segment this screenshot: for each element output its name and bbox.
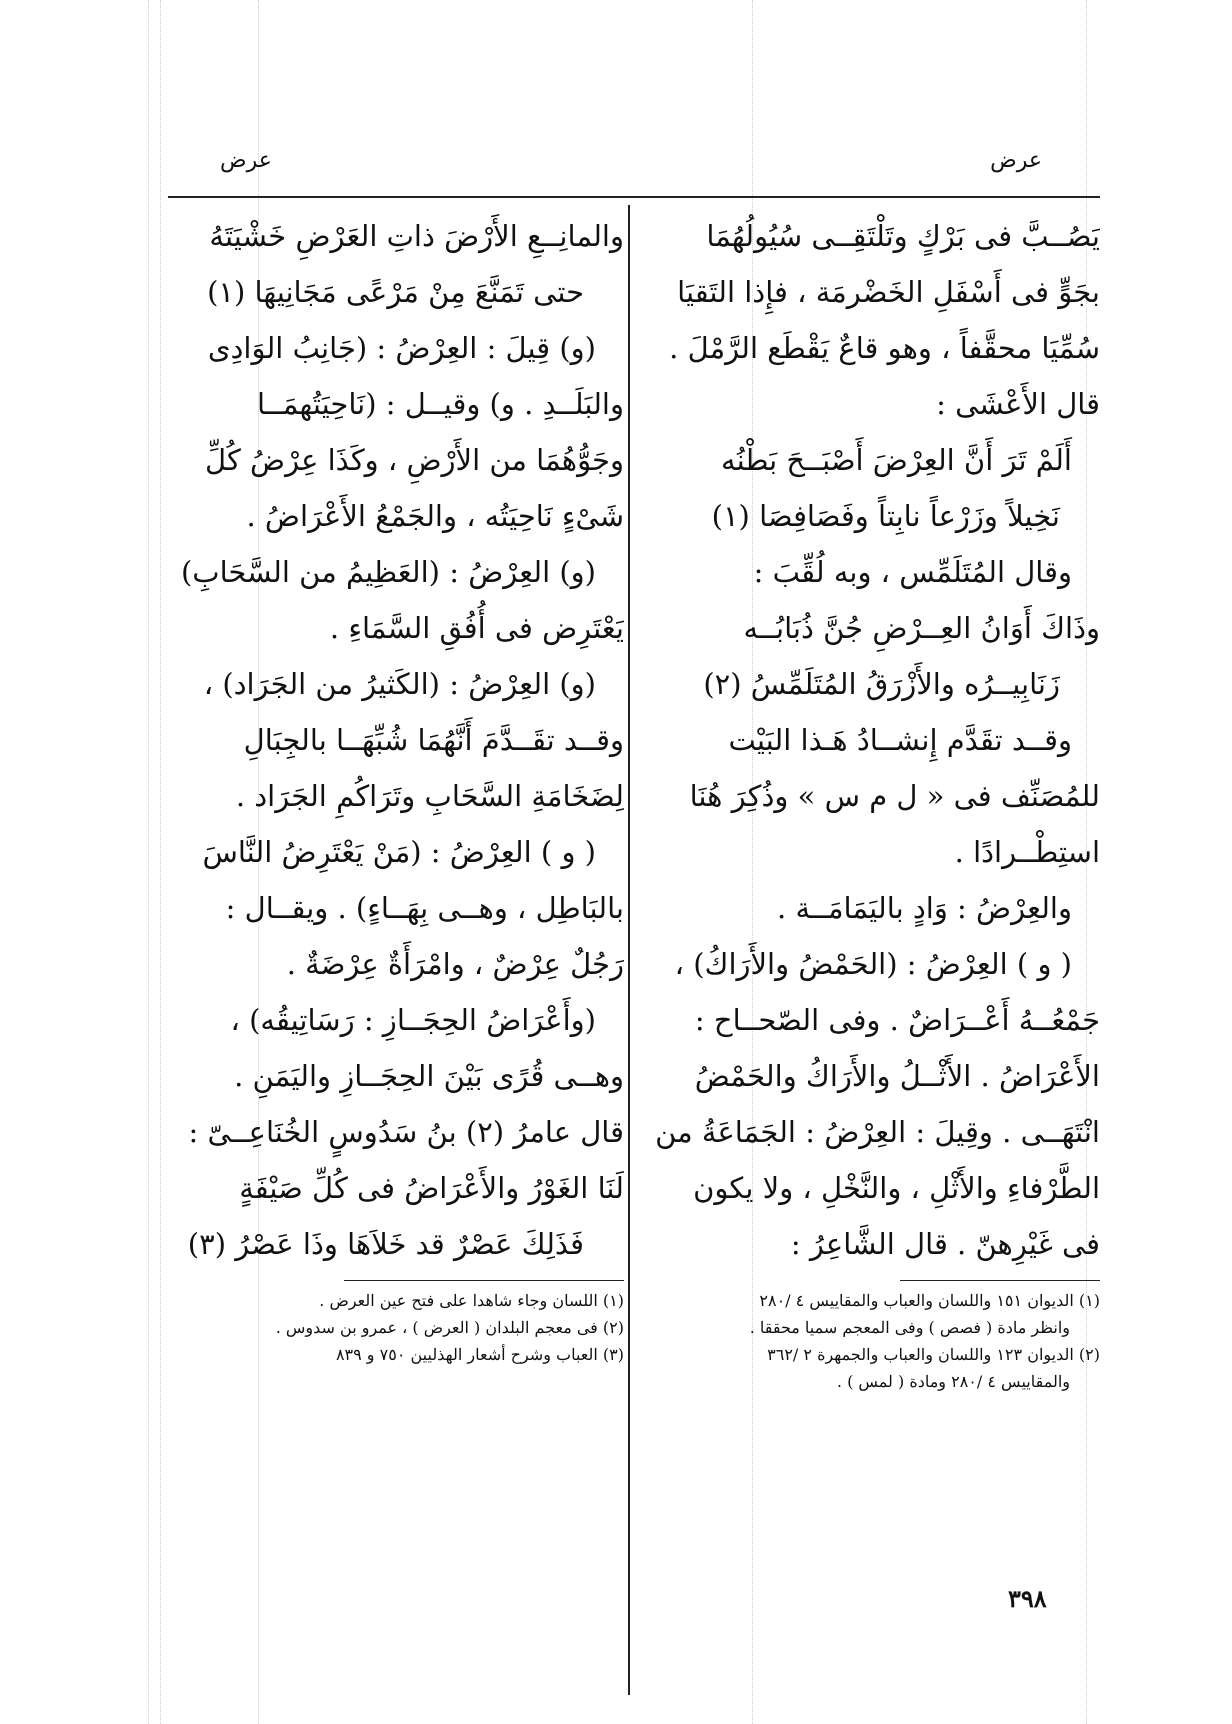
footnote: (٢) فى معجم البلدان ( العرض ) ، عمرو بن سدوس .	[275, 1318, 624, 1337]
verse-line: أَلَمْ تَرَ أَنَّ العِرْضَ أَصْبَــحَ بَطْنُه	[721, 443, 1072, 477]
running-head-left: عرض	[220, 148, 272, 173]
verse-line: زَنَابِيــرُه والأَزْرَقُ المُتَلَمِّسُ (٢)	[703, 667, 1060, 701]
text-line: جَمْعُــهُ أَعْــرَاضٌ . وفى الصّحــاح :	[694, 1003, 1100, 1037]
text-line: وقــد تقَدَّم إِنشــادُ هَـذا البَيْت	[728, 723, 1072, 757]
text-line: فى غَيْرِهنّ . قال الشَّاعِرُ :	[790, 1227, 1100, 1261]
verse-line: فَذَلِكَ عَصْرٌ قد خَلاَهَا وذَا عَصْرُ (٣)	[187, 1227, 584, 1261]
text-line: والبَلَــدِ . و) وقيــل : (نَاحِيَتُهمَــا	[256, 387, 624, 421]
footnote-rule	[344, 1280, 624, 1281]
text-line: (و) قِيلَ : العِرْضُ : (جَانِبُ الوَادِى	[207, 331, 596, 365]
verse-line: لَنَا الغَوْرُ والأَعْرَاضُ فى كُلِّ صَيْفَةٍ	[239, 1171, 624, 1205]
text-line: بجَوٍّ فى أَسْفَلِ الخَضْرمَة ، فإِذا التَقيَا	[677, 275, 1100, 309]
text-line: الطَّرْفاءِ والأَثْلِ ، والنَّخْلِ ، ولا يكون	[693, 1171, 1100, 1205]
text-line: شَىْءٍ نَاحِيَتُه ، والجَمْعُ الأَعْرَاضُ .	[246, 499, 624, 533]
footnote: (٣) العباب وشرح أشعار الهذليين ٧٥٠ و ٨٣٩	[335, 1345, 624, 1364]
footnote: والمقاييس ٤ /٢٨٠ ومادة ( لمس ) .	[836, 1372, 1070, 1391]
text-line: ( و ) العِرْضُ : (الحَمْضُ والأَرَاكُ) ،	[674, 947, 1072, 981]
footnote: (٢) الديوان ١٢٣ واللسان والعباب والجمهرة ٢ /٣٦٢	[767, 1345, 1100, 1364]
text-line: يَعْتَرِض فى أُفُقِ السَّمَاءِ .	[329, 611, 624, 645]
text-line: انْتَهَــى . وقِيلَ : العِرْضُ : الجَمَاعَةُ من	[655, 1115, 1100, 1149]
verse-line: حتى تَمَنَّعَ مِنْ مَرْعًى مَجَانِيهَا (١)	[207, 275, 584, 309]
footnote: (١) الديوان ١٥١ واللسان والعباب والمقاييس ٤ /٢٨٠	[759, 1291, 1100, 1310]
page-number: ٣٩٨	[1008, 1584, 1047, 1613]
text-line: وجَوُّهُمَا من الأَرْضِ ، وكَذَا عِرْضُ كُلِّ	[205, 443, 624, 477]
text-line: ( و ) العِرْضُ : (مَنْ يَعْتَرِضُ النَّاسَ	[202, 835, 596, 869]
text-line: وهــى قُرًى بَيْنَ الحِجَــازِ واليَمَنِ .	[234, 1059, 624, 1093]
text-line: يَصُــبَّ فى بَرْكٍ وتَلْتَقِــى سُيُولُهُمَا	[706, 219, 1100, 253]
text-line: وقال المُتَلَمِّس ، وبه لُقِّبَ :	[753, 555, 1072, 589]
scan-guide-line	[160, 0, 161, 1724]
footnote: (١) اللسان وجاء شاهدا على فتح عين العرض .	[319, 1291, 624, 1310]
text-line: (و) العِرْضُ : (الكَثيرُ من الجَرَاد) ،	[203, 667, 596, 701]
verse-line: والمانِــعِ الأَرْضَ ذاتِ العَرْضِ خَشْيَتَهُ	[209, 219, 624, 253]
left-column	[162, 208, 624, 1368]
text-line: قال الأَعْشَى :	[936, 387, 1100, 421]
text-line: لِضَخَامَةِ السَّحَابِ وتَرَاكُمِ الجَرَاد .	[235, 779, 624, 813]
column-divider	[628, 205, 630, 1695]
header-rule	[168, 196, 1100, 198]
text-line: للمُصَنِّف فى « ل م س » وذُكِرَ هُنَا	[689, 779, 1100, 813]
text-line: والعِرْضُ : وَادٍ باليَمَامَــة .	[777, 891, 1072, 925]
text-line: الأَعْرَاضُ . الأَثْــلُ والأَرَاكُ والحَمْضُ	[694, 1059, 1100, 1093]
text-line: وقــد تقَــدَّمَ أَنَّهُمَا شُبِّهَــا بالجِبَالِ	[243, 723, 624, 757]
text-line: سُمِّيَا محقَّفاً ، وهو قاعٌ يَقْطَع الرَّمْلَ .	[669, 331, 1100, 365]
running-head-right: عرض	[990, 148, 1042, 173]
footnote: وانظر مادة ( فصص ) وفى المعجم سميا محققا .	[749, 1318, 1070, 1337]
text-line: استِطْــرادًا .	[954, 835, 1100, 869]
text-line: (وأَعْرَاضُ الحِجَــازِ : رَسَاتِيقُه) ،	[230, 1003, 596, 1037]
text-line: بالبَاطِل ، وهــى بِهَــاءٍ) . ويقــال :	[225, 891, 624, 925]
verse-line: نَخِيلاً وزَرْعاً نابِتاً وفَصَافِصَا (١)	[711, 499, 1060, 533]
footnote-rule	[900, 1280, 1100, 1281]
text-line: (و) العِرْضُ : (العَظِيمُ من السَّحَابِ)	[180, 555, 596, 589]
scan-guide-line	[148, 0, 149, 1724]
text-line: قال عامرُ (٢) بنُ سَدُوسٍ الخُنَاعِــىّ :	[188, 1115, 624, 1149]
text-line: رَجُلٌ عِرْضٌ ، وامْرَأَةٌ عِرْضَةٌ .	[286, 947, 624, 981]
verse-line: وذَاكَ أَوَانُ العِــرْضِ جُنَّ ذُبَابُــه	[743, 611, 1100, 645]
right-column	[644, 208, 1100, 1395]
